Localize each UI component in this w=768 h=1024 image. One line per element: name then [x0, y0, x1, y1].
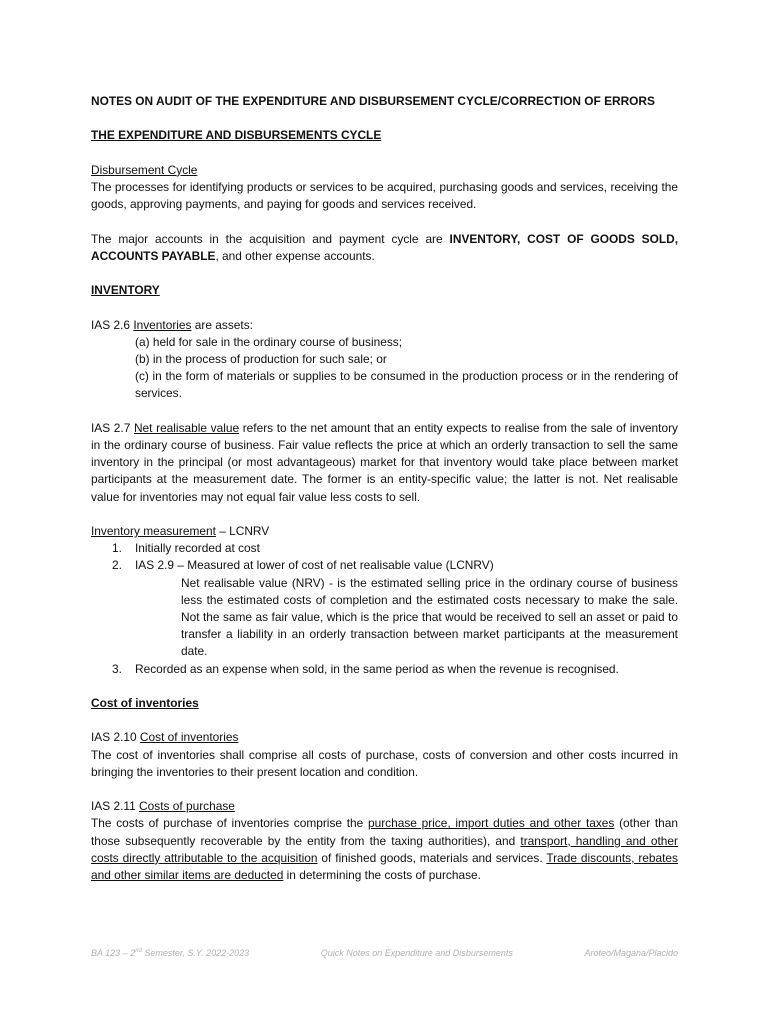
ias26-item-b: (b) in the process of production for such sale; or [135, 351, 387, 366]
ias27-term: Net realisable value [133, 420, 240, 435]
ias26-ref: IAS 2.6 [91, 317, 134, 332]
footer-center: Quick Notes on Expenditure and Disbursements [320, 948, 513, 958]
ias211-u3: Trade discounts, rebates and other similar items are deducted [91, 850, 678, 882]
measurement-list [91, 540, 678, 574]
ias210-text: The cost of inventories shall comprise all costs of purchase, costs of conversion and other costs incurred in bringing the inventories to their present location and condition. [91, 747, 678, 779]
inventory-heading: INVENTORY [91, 283, 160, 298]
document-page [91, 93, 678, 884]
nrv-definition: Net realisable value (NRV) - is the estimated selling price in the ordinary course of business less the estimated costs of completion and the estimated costs necessary to make the sale. Not the same as fair value, which is the price that would be received to sell an asset or paid to transfer a liability in an orderly transaction between market participants at the measurement date. [181, 575, 678, 659]
footer-right: Aroteo/Magana/Placido [584, 948, 678, 958]
ias26-rest: are assets: [191, 317, 253, 332]
ias211-u2: transport, handling and other costs directly attributable to the acquisition [91, 833, 678, 865]
list-item [91, 661, 678, 678]
ias210-heading [91, 729, 678, 746]
ias211-ref: IAS 2.11 [91, 799, 140, 814]
list-item-number: 3. [112, 661, 122, 676]
measurement-suffix: – LCNRV [215, 523, 270, 538]
list-item-number: 1. [112, 541, 122, 556]
ias211-t2: (other than those subsequently recoverable by the entity from the taxing authorities), and [91, 816, 679, 848]
major-accounts-post: , and other expense accounts. [215, 248, 375, 263]
footer-left [91, 948, 249, 958]
measurement-heading-line [91, 523, 678, 540]
ias211-term: Costs of purchase [139, 799, 235, 814]
list-item [91, 540, 678, 557]
ias27-ref: IAS 2.7 [91, 420, 134, 435]
ias26-item-a: (a) held for sale in the ordinary course of business; [135, 334, 403, 349]
ias26-term: Inventories [133, 317, 192, 332]
major-accounts-pre: The major accounts in the acquisition and payment cycle are [91, 231, 450, 246]
footer-left-pre: BA 123 – 2 [91, 948, 136, 958]
measurement-heading: Inventory measurement [91, 523, 216, 538]
ias210-ref: IAS 2.10 [91, 730, 140, 745]
major-accounts-bold: INVENTORY, COST OF GOODS SOLD, ACCOUNTS PAYABLE [91, 231, 678, 263]
list-item-text: Recorded as an expense when sold, in the same period as when the revenue is recognised. [135, 661, 619, 676]
ias210-term: Cost of inventories [139, 730, 239, 745]
ias211-t1: The costs of purchase of inventories comprise the [91, 816, 368, 831]
ias27-rest: refers to the net amount that an entity expects to realise from the sale of inventory in the ordinary course of business. Fair value reflects the price at which an orderly transaction to sell the same inventory in the principal (or most advantageous) market for that inventory would take place between market participants at the measurement date. The former is an entity-specific value; the latter is not. Net realisable value for inventories may not equal fair value less costs to sell. [91, 420, 678, 504]
document-title: NOTES ON AUDIT OF THE EXPENDITURE AND DISBURSEMENT CYCLE/CORRECTION OF ERRORS [91, 94, 655, 108]
ias26-paragraph [91, 317, 678, 334]
section-heading: THE EXPENDITURE AND DISBURSEMENTS CYCLE [91, 128, 382, 143]
ias211-heading [91, 798, 678, 815]
ias211-t4: in determining the costs of purchase. [283, 867, 481, 882]
cost-heading: Cost of inventories [91, 695, 199, 710]
disbursement-text: The processes for identifying products or services to be acquired, purchasing goods and services, receiving the goods, approving payments, and paying for goods and services received. [91, 179, 678, 212]
list-item-text: Initially recorded at cost [135, 541, 260, 556]
ias211-t3: of finished goods, materials and services. [317, 850, 547, 865]
list-item-text: IAS 2.9 – Measured at lower of cost of net realisable value (LCNRV) [135, 558, 494, 573]
footer-left-post: Semester, S.Y. 2022-2023 [141, 948, 250, 958]
ias26-item-c: (c) in the form of materials or supplies to be consumed in the production process or in the rendering of services. [135, 369, 678, 401]
list-item [91, 557, 678, 574]
ias211-u1: purchase price, import duties and other taxes [367, 816, 615, 831]
major-accounts-paragraph [91, 231, 678, 265]
list-item-number: 2. [112, 558, 122, 573]
ias27-paragraph [91, 420, 678, 506]
measurement-list-cont [91, 661, 678, 678]
disbursement-heading: Disbursement Cycle [91, 162, 198, 177]
ias211-text [91, 815, 678, 884]
page-footer [91, 948, 678, 958]
footer-left-sup: nd [135, 948, 142, 954]
